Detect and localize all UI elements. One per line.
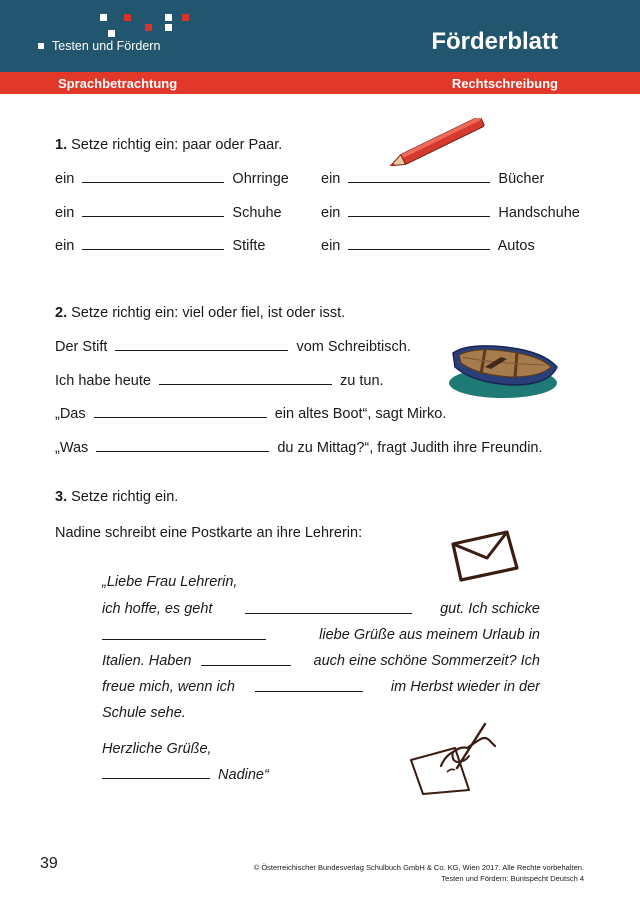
answer-blank[interactable] — [82, 205, 224, 217]
answer-blank[interactable] — [96, 440, 269, 452]
writing-hand-icon — [405, 716, 500, 796]
letter-line-3: Italien. Haben auch eine schöne Sommerzeit? Ich — [102, 653, 540, 669]
answer-blank[interactable] — [201, 654, 291, 666]
brand-name: Testen und Fördern — [52, 39, 161, 53]
envelope-icon — [447, 528, 523, 584]
ex2-sentence-3: „Das ein altes Boot“, sagt Mirko. — [55, 406, 447, 422]
answer-blank[interactable] — [102, 628, 266, 640]
ex1-row3-right: ein Autos — [321, 238, 535, 254]
category-left: Sprachbetrachtung — [58, 76, 178, 91]
exercise1-instruction — [55, 137, 282, 153]
ex1-row3-left: ein Stifte — [55, 238, 266, 254]
letter-line-1: ich hoffe, es geht gut. Ich schicke — [102, 601, 540, 617]
exercise1-text: Setze richtig ein: paar oder Paar. — [71, 137, 283, 153]
answer-blank[interactable] — [255, 680, 363, 692]
ex1-row2-right: ein Handschuhe — [321, 205, 580, 221]
letter-line-4: freue mich, wenn ich im Herbst wieder in der — [102, 679, 540, 695]
answer-blank[interactable] — [82, 171, 224, 183]
answer-blank[interactable] — [115, 339, 288, 351]
letter-signature-line: Nadine“ — [102, 767, 269, 783]
letter-greeting: „Liebe Frau Lehrerin, — [102, 574, 238, 590]
exercise1-number: 1. — [55, 137, 68, 153]
exercise3-intro: Nadine schreibt eine Postkarte an ihre Lehrerin: — [55, 525, 363, 541]
ex1-row1-left: ein Ohrringe — [55, 171, 289, 187]
answer-blank[interactable] — [94, 406, 267, 418]
answer-blank[interactable] — [245, 602, 412, 614]
page-number: 39 — [40, 855, 58, 872]
ex2-sentence-1: Der Stift vom Schreibtisch. — [55, 339, 411, 355]
brand-square-icon — [38, 43, 44, 49]
letter-line-5: Schule sehe. — [102, 705, 186, 721]
answer-blank[interactable] — [348, 238, 490, 250]
answer-blank[interactable] — [82, 238, 224, 250]
page-title: Förderblatt — [431, 28, 558, 55]
ex1-row2-left: ein Schuhe — [55, 205, 282, 221]
page-header — [0, 0, 640, 72]
exercise2-instruction — [55, 305, 345, 321]
answer-blank[interactable] — [348, 171, 490, 183]
category-right: Rechtschreibung — [451, 76, 558, 91]
exercise3-text: Setze richtig ein. — [71, 489, 179, 505]
exercise2-number: 2. — [55, 305, 68, 321]
ex1-row1-right: ein Bücher — [321, 171, 545, 187]
category-bar — [0, 72, 640, 94]
footer-copyright: © Österreichischer Bundesverlag Schulbuch GmbH & Co. KG, Wien 2017. Alle Rechte vorbehalten. — [253, 863, 584, 872]
ex2-sentence-2: Ich habe heute zu tun. — [55, 373, 384, 389]
footer-source: Testen und Fördern: Buntspecht Deutsch 4 — [441, 874, 584, 883]
exercise3-number: 3. — [55, 489, 68, 505]
letter-closing: Herzliche Grüße, — [102, 741, 212, 757]
answer-blank[interactable] — [348, 205, 490, 217]
ex2-sentence-4: „Was du zu Mittag?“, fragt Judith ihre Freundin. — [55, 440, 543, 456]
rowing-boat-icon — [445, 333, 560, 403]
exercise3-instruction — [55, 489, 178, 505]
red-pencil-icon — [383, 118, 493, 166]
answer-blank[interactable] — [102, 767, 210, 779]
answer-blank[interactable] — [159, 373, 332, 385]
exercise2-text: Setze richtig ein: viel oder fiel, ist oder isst. — [71, 305, 346, 321]
